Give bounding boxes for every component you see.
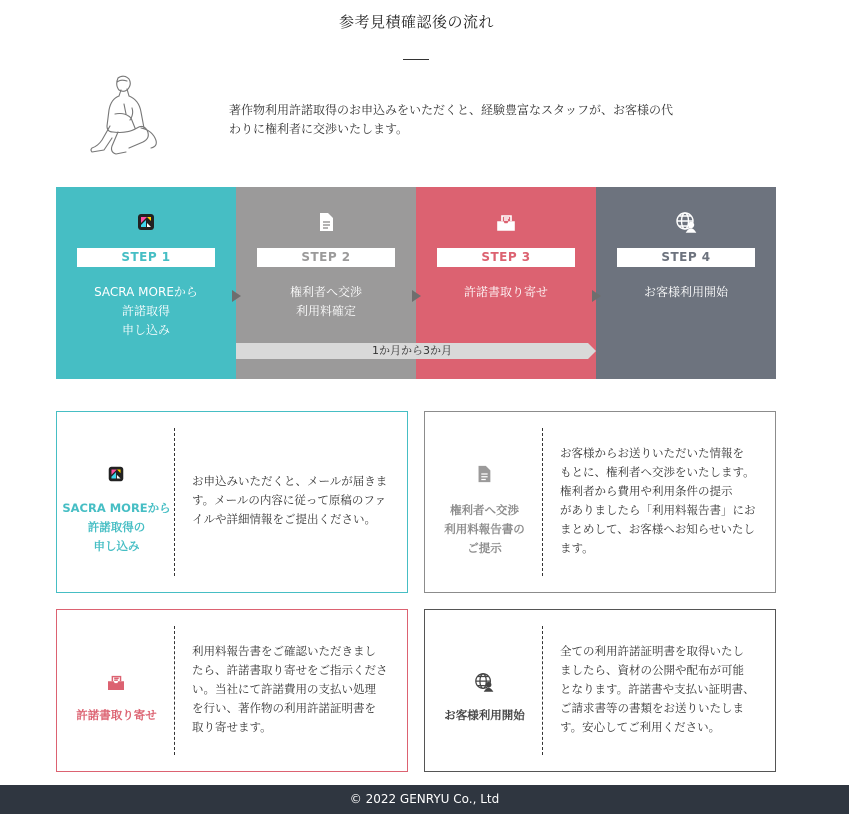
card-text-line: もとに、権利者へ交渉をいたします。 — [560, 465, 755, 479]
duration-label: 1か月から3か月 — [372, 344, 452, 357]
mailbox-icon — [106, 672, 126, 692]
step-label: STEP 3 — [437, 248, 575, 267]
card-step-3 — [56, 609, 408, 772]
step-description — [416, 283, 596, 302]
step-arrow-icon — [592, 290, 601, 302]
sacra-logo-icon — [106, 464, 126, 484]
step-desc-line: お客様利用開始 — [643, 285, 728, 299]
card-divider — [174, 428, 175, 576]
intro-line: わりに権利者に交渉いたします。 — [229, 122, 409, 136]
card-title — [57, 706, 176, 725]
card-title-line: お客様利用開始 — [444, 708, 525, 722]
card-text-line: を行い、著作物の利用許諾証明書を — [192, 701, 376, 715]
document-icon — [474, 464, 494, 484]
card-text-line: 取り寄せます。 — [192, 720, 272, 734]
card-text — [560, 444, 764, 558]
card-step-1 — [56, 411, 408, 593]
card-header — [57, 610, 176, 771]
card-text-line: い。当社にて許諾費用の支払い処理 — [192, 682, 376, 696]
step-desc-line: SACRA MOREから — [94, 285, 198, 299]
page-title: 参考見積確認後の流れ — [338, 13, 494, 31]
title-divider — [403, 59, 429, 60]
mailbox-icon — [495, 211, 517, 233]
duration-bar — [236, 343, 596, 359]
card-title-line: 申し込み — [93, 539, 140, 553]
card-text-line: 権利者から費用や利用条件の提示 — [560, 484, 733, 498]
step-desc-line: 許諾書取り寄せ — [463, 285, 548, 299]
intro-text — [229, 101, 681, 139]
card-title-line: 許諾取得の — [87, 520, 146, 534]
card-title-line: SACRA MOREから — [62, 501, 171, 515]
card-text-line: ご請求書等の書類をお送りいたしま — [560, 701, 744, 715]
card-title-line: 許諾書取り寄せ — [76, 708, 157, 722]
step-4 — [596, 187, 776, 379]
card-text-line: す。安心してご利用ください。 — [560, 720, 721, 734]
card-text — [192, 642, 396, 737]
card-text-line: お客様からお送りいただいた情報を — [560, 446, 744, 460]
card-title-line: 利用料報告書の — [444, 522, 525, 536]
card-text-line: となります。許諾書や支払い証明書、 — [560, 682, 755, 696]
card-header — [425, 412, 544, 592]
card-text-line: 利用料報告書をご確認いただきまし — [192, 644, 376, 658]
footer — [0, 785, 849, 814]
step-description — [56, 283, 236, 340]
card-title — [57, 499, 176, 556]
card-header — [57, 412, 176, 592]
card-divider — [174, 626, 175, 755]
card-text-line: お申込みいただくと、メールが届きま — [192, 474, 388, 488]
globe-user-icon — [474, 672, 494, 692]
card-title-line: ご提示 — [467, 541, 502, 555]
step-description — [596, 283, 776, 302]
card-step-2 — [424, 411, 776, 593]
card-divider — [542, 428, 543, 576]
step-desc-line: 権利者へ交渉 — [289, 285, 362, 299]
step-label: STEP 4 — [617, 248, 755, 267]
card-header — [425, 610, 544, 771]
card-text — [560, 642, 764, 737]
copyright-text: © 2022 GENRYU Co., Ltd — [349, 792, 500, 806]
card-text-line: イルや詳細情報をご提出ください。 — [192, 512, 376, 526]
card-title-line: 権利者へ交渉 — [450, 503, 519, 517]
card-step-4 — [424, 609, 776, 772]
step-desc-line: 許諾取得 — [121, 304, 170, 318]
sacra-logo-icon — [135, 211, 157, 233]
step-label: STEP 1 — [77, 248, 215, 267]
card-text-line: す。メールの内容に従って原稿のファ — [192, 493, 387, 507]
intro-line: 著作物利用許諾取得のお申込みをいただくと、経験豊富なスタッフが、お客様の代 — [229, 103, 674, 117]
card-text-line: まとめして、お客様へお知らせいたし — [560, 522, 755, 536]
step-label: STEP 2 — [257, 248, 395, 267]
sitting-person-illustration — [88, 74, 168, 160]
step-desc-line: 申し込み — [121, 323, 170, 337]
globe-user-icon — [675, 211, 697, 233]
card-text-line: 全ての利用許諾証明書を取得いたし — [560, 644, 744, 658]
card-divider — [542, 626, 543, 755]
step-description — [236, 283, 416, 321]
card-title — [425, 501, 544, 558]
card-title — [425, 706, 544, 725]
card-text-line: ましたら、資材の公開や配布が可能 — [560, 663, 744, 677]
step-arrow-icon — [232, 290, 241, 302]
card-text — [192, 472, 396, 529]
step-desc-line: 利用料確定 — [295, 304, 356, 318]
step-1 — [56, 187, 236, 379]
card-text-line: がありましたら「利用料報告書」にお — [560, 503, 756, 517]
card-text-line: ます。 — [560, 541, 594, 555]
step-arrow-icon — [412, 290, 421, 302]
card-text-line: たら、許諾書取り寄せをご指示くださ — [192, 663, 388, 677]
document-icon — [315, 211, 337, 233]
